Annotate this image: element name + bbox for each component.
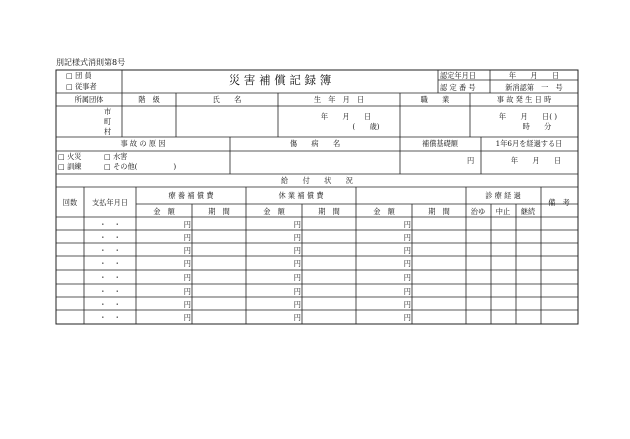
age-value: ( 歳)	[352, 122, 380, 131]
medical-amount-yen: 円	[183, 233, 191, 242]
col-cured: 治ゆ	[470, 207, 486, 216]
municipality-village: 村	[104, 127, 112, 136]
col-medical-period: 期 間	[208, 207, 230, 216]
col-remarks: 備 考	[548, 198, 570, 207]
medical-amount-yen: 円	[183, 246, 191, 255]
leave-amount-yen: 円	[293, 287, 301, 296]
medical-amount-yen: 円	[183, 313, 191, 322]
col-suspended: 中止	[495, 207, 511, 216]
six-months-label: 1年6月を経過する日	[495, 139, 563, 148]
col-leave-amount: 金 額	[263, 207, 285, 216]
header-accident-date: 事 故 発 生 日 時	[496, 95, 552, 104]
cause-flood-checkbox[interactable]: □ 水害	[104, 152, 128, 161]
col-pay-date: 支払年月日	[92, 198, 128, 207]
other-amount-yen: 円	[403, 233, 411, 242]
leave-amount-yen: 円	[293, 220, 301, 229]
pay-date-dots: ・ ・	[99, 313, 121, 322]
cause-other-checkbox[interactable]: □ その他( )	[104, 162, 177, 171]
pay-date-dots: ・ ・	[99, 246, 121, 255]
col-treatment-progress: 診 療 経 過	[485, 191, 521, 200]
pay-date-dots: ・ ・	[99, 273, 121, 282]
col-medical-amount: 金 額	[153, 207, 175, 216]
col-medical-compensation: 療 養 補 償 費	[168, 191, 214, 200]
base-amount-label: 補償基礎額	[422, 139, 458, 148]
col-leave-period: 期 間	[318, 207, 340, 216]
header-organization: 所属団体	[74, 95, 104, 104]
cause-fire-checkbox[interactable]: □ 火災	[58, 152, 82, 161]
approval-date-value: 年 月 日	[508, 71, 560, 80]
accident-date-value: 年 月 日( )	[498, 112, 558, 121]
approval-number-label: 認 定 番 号	[440, 83, 476, 92]
pay-date-dots: ・ ・	[99, 259, 121, 268]
pay-date-dots: ・ ・	[99, 287, 121, 296]
base-amount-yen: 円	[467, 156, 475, 165]
pay-date-dots: ・ ・	[99, 300, 121, 309]
col-leave-compensation: 休 業 補 償 費	[278, 191, 324, 200]
other-amount-yen: 円	[403, 273, 411, 282]
leave-amount-yen: 円	[293, 246, 301, 255]
six-months-value: 年 月 日	[510, 156, 562, 165]
medical-amount-yen: 円	[183, 287, 191, 296]
medical-amount-yen: 円	[183, 220, 191, 229]
leave-amount-yen: 円	[293, 300, 301, 309]
leave-amount-yen: 円	[293, 233, 301, 242]
col-other-amount: 金 額	[373, 207, 395, 216]
cause-label: 事 故 の 原 因	[120, 139, 166, 148]
member-type-worker[interactable]: □ 従事者	[66, 82, 97, 91]
leave-amount-yen: 円	[293, 313, 301, 322]
medical-amount-yen: 円	[183, 273, 191, 282]
medical-amount-yen: 円	[183, 259, 191, 268]
cause-training-checkbox[interactable]: □ 訓練	[58, 162, 82, 171]
other-amount-yen: 円	[403, 300, 411, 309]
member-type-member[interactable]: □ 団 員	[66, 71, 92, 80]
header-rank: 階 級	[138, 95, 160, 104]
birth-date-value: 年 月 日	[320, 112, 372, 121]
other-amount-yen: 円	[403, 259, 411, 268]
header-birth-date: 生 年 月 日	[313, 95, 365, 104]
accident-time-value: 時 分	[522, 122, 552, 131]
col-continued: 継続	[520, 207, 536, 216]
disease-name-label: 傷 病 名	[289, 139, 341, 148]
other-amount-yen: 円	[403, 313, 411, 322]
col-count: 回数	[62, 198, 78, 207]
medical-amount-yen: 円	[183, 300, 191, 309]
header-occupation: 職 業	[420, 95, 450, 104]
payment-status-title: 給 付 状 況	[281, 176, 353, 185]
pay-date-dots: ・ ・	[99, 220, 121, 229]
leave-amount-yen: 円	[293, 259, 301, 268]
other-amount-yen: 円	[403, 220, 411, 229]
other-amount-yen: 円	[403, 246, 411, 255]
pay-date-dots: ・ ・	[99, 233, 121, 242]
header-name: 氏 名	[212, 95, 242, 104]
col-other-period: 期 間	[428, 207, 450, 216]
other-amount-yen: 円	[403, 287, 411, 296]
approval-date-label: 認定年月日	[440, 71, 476, 80]
approval-number-value: 新消認第 一 号	[505, 83, 563, 92]
municipality-town: 町	[104, 117, 112, 126]
page-title: 災 害 補 償 記 録 簿	[228, 73, 332, 87]
municipality-city: 市	[104, 107, 112, 116]
leave-amount-yen: 円	[293, 273, 301, 282]
form-number: 別記様式消則第8号	[56, 58, 126, 67]
